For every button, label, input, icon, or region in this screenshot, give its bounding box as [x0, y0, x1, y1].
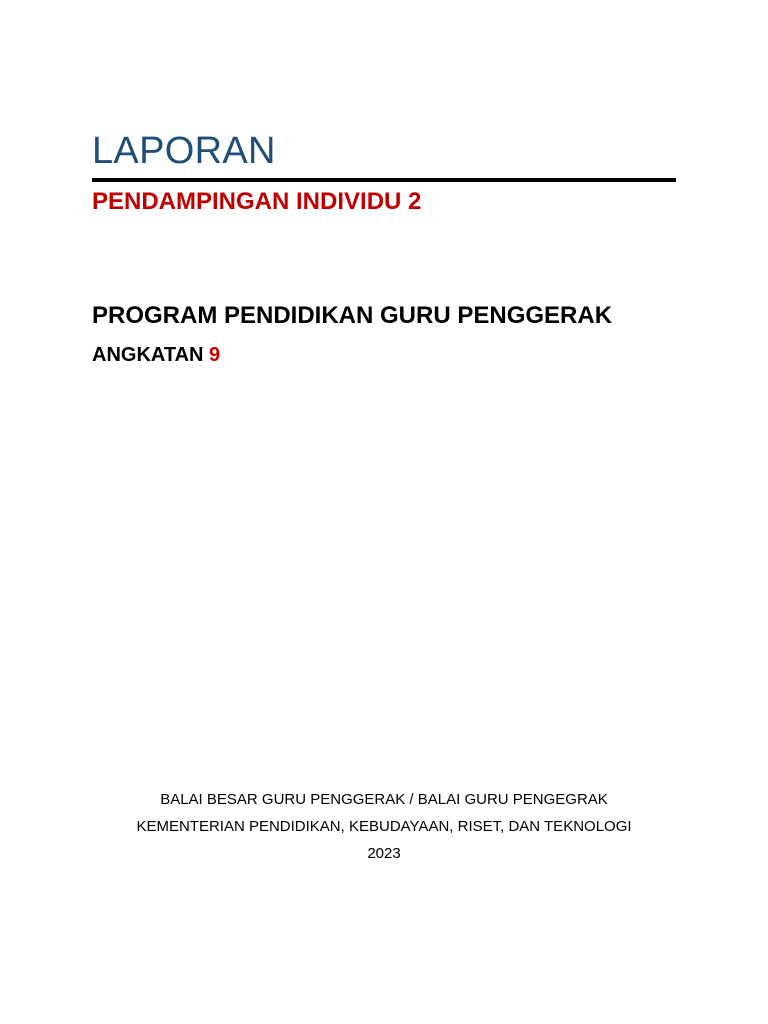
cohort-line: [92, 340, 220, 370]
cohort-number: 9: [209, 344, 221, 366]
report-title: LAPORAN: [92, 130, 276, 172]
publisher-ministry: KEMENTERIAN PENDIDIKAN, KEBUDAYAAN, RISET, DAN TEKNOLOGI: [136, 818, 632, 835]
publication-year: 2023: [367, 845, 401, 862]
publisher-block: [0, 786, 768, 867]
program-name: PROGRAM PENDIDIKAN GURU PENGGERAK: [92, 302, 613, 329]
publisher-institution: BALAI BESAR GURU PENGGERAK / BALAI GURU PENGEGRAK: [160, 791, 608, 808]
report-subtitle: PENDAMPINGAN INDIVIDU 2: [92, 188, 422, 215]
cohort-label: ANGKATAN: [92, 344, 204, 366]
title-divider: [92, 178, 676, 182]
